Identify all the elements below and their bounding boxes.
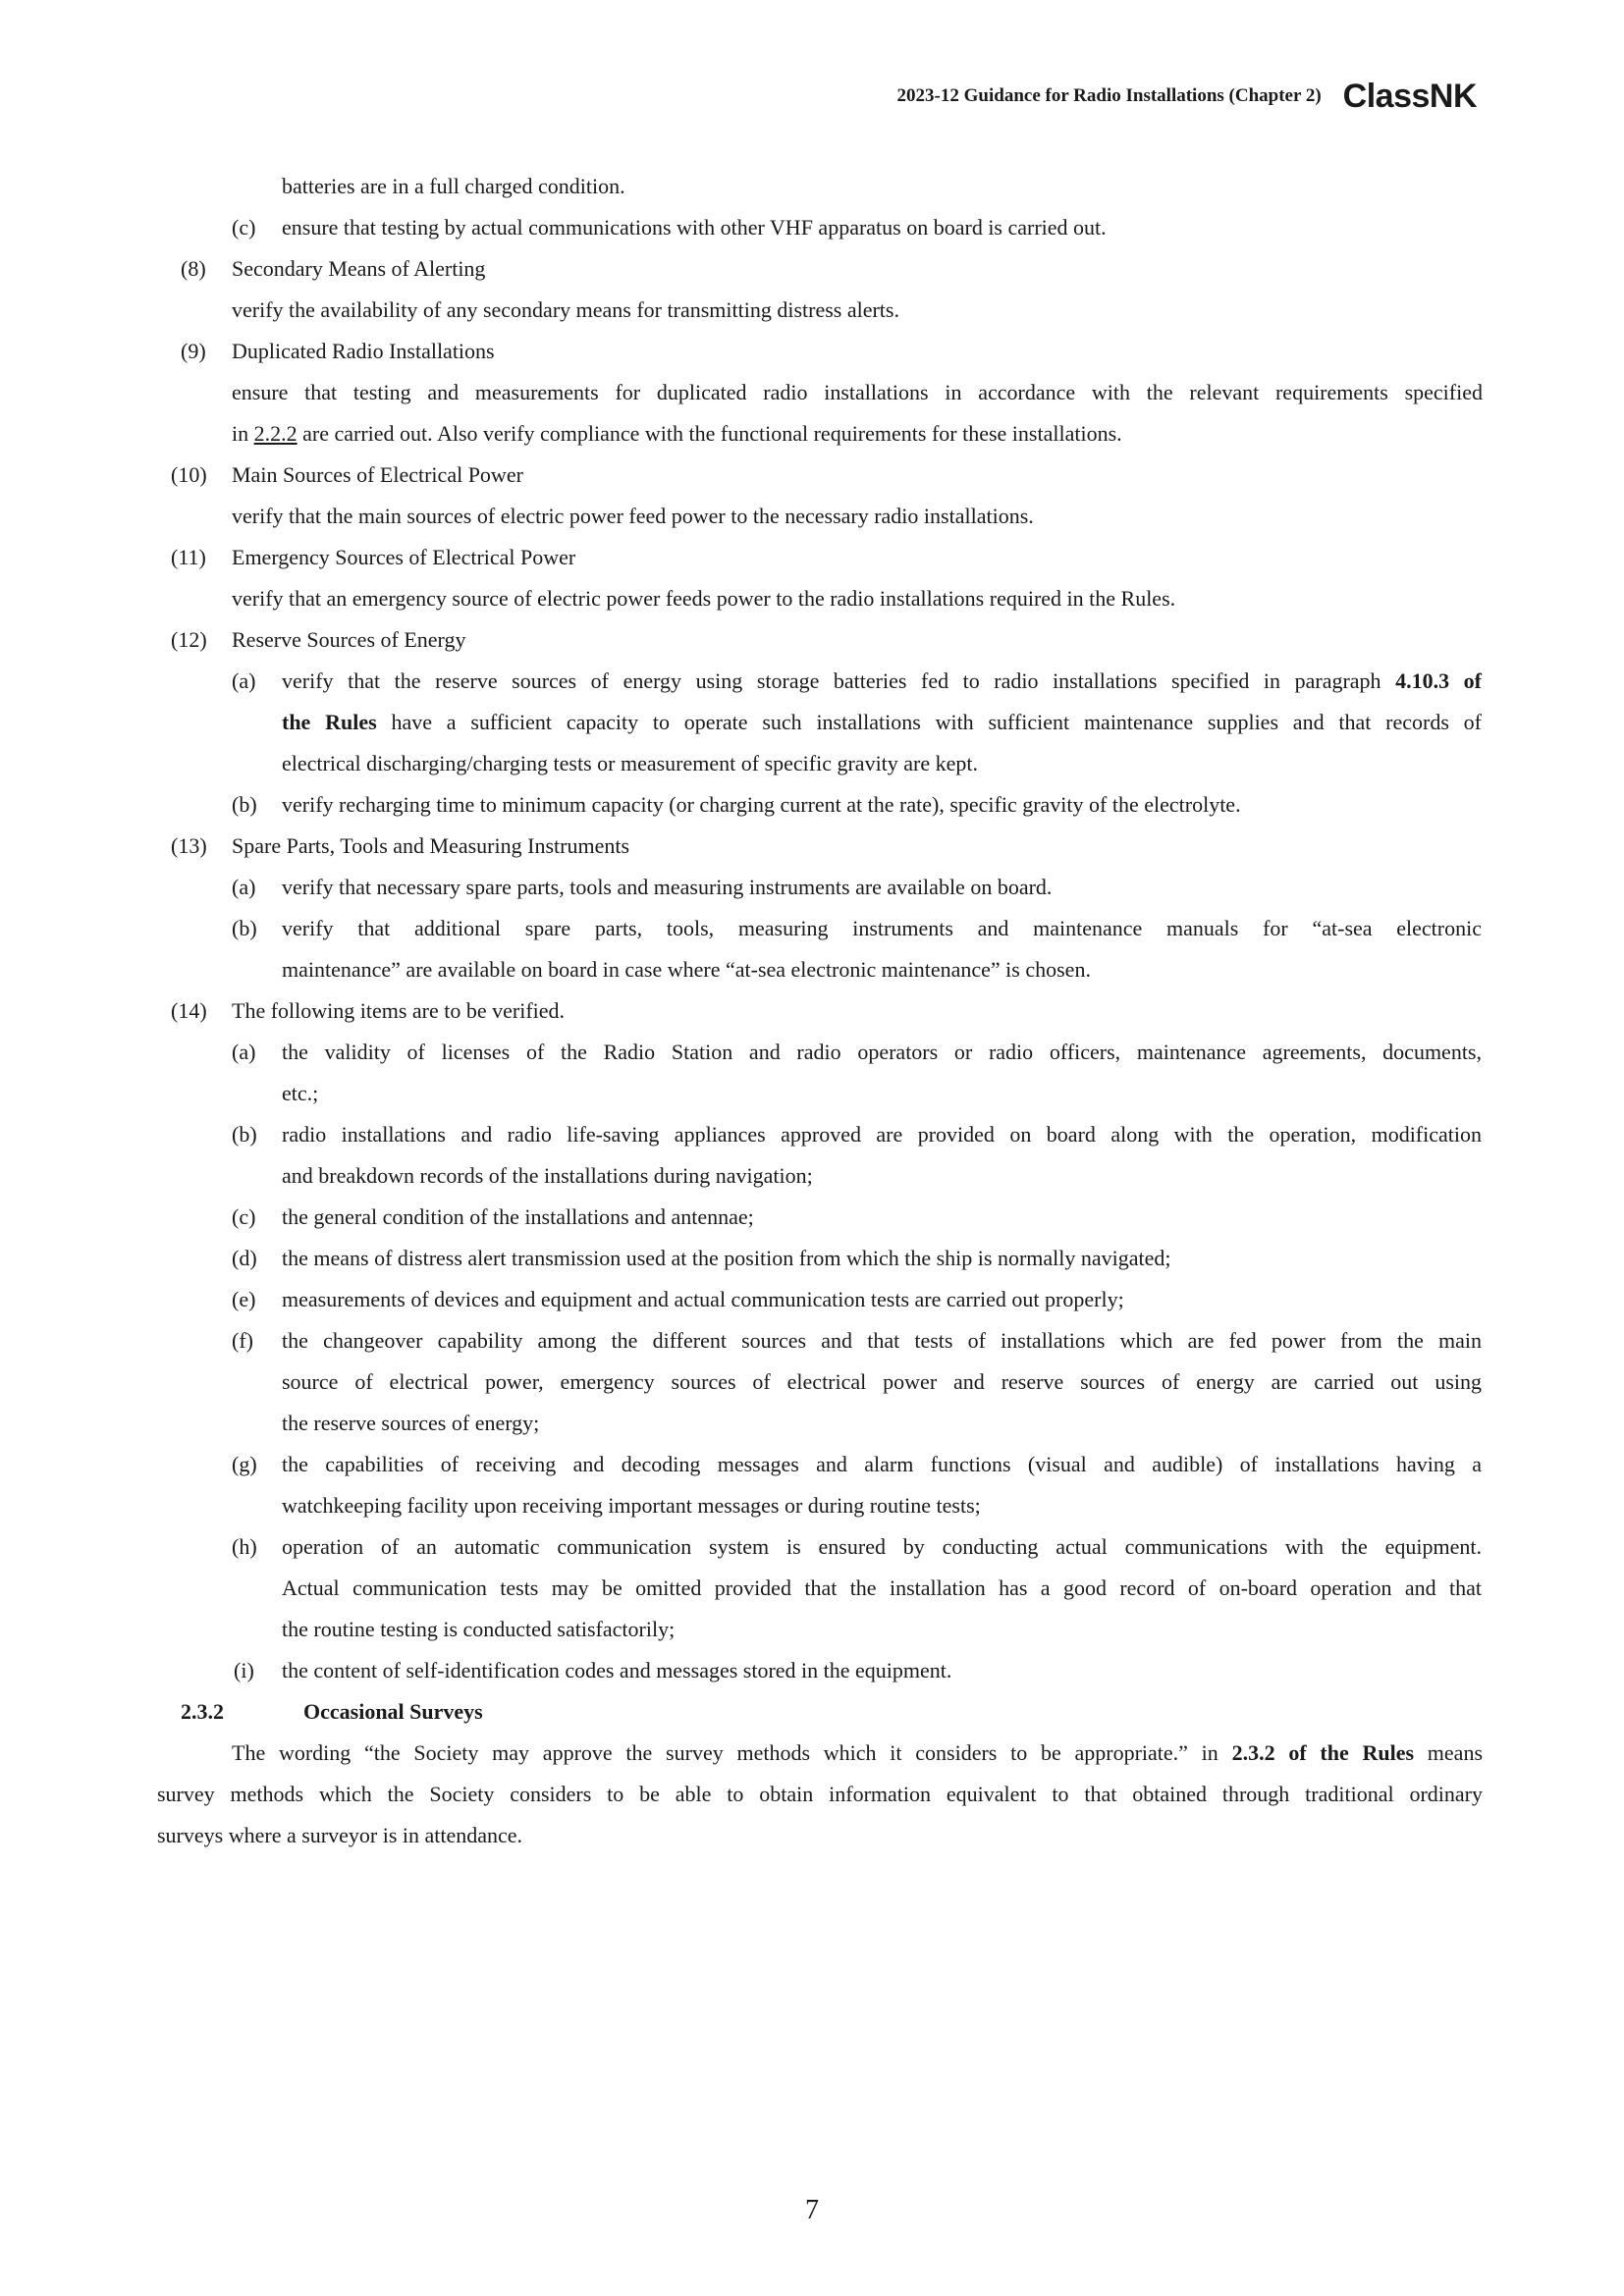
item-label: (10) [171, 462, 207, 487]
text-line: ensure that testing by actual communications with other VHF apparatus on board is carried out. [282, 215, 1107, 240]
text-line [282, 667, 1482, 696]
item-label: (f) [232, 1328, 253, 1353]
page-number: 7 [805, 2195, 819, 2225]
text-fragment: are carried out. Also verify compliance with the functional requirements for these installations. [297, 421, 1122, 446]
item-title: The following items are to be verified. [232, 998, 566, 1023]
item-label: (i) [234, 1658, 254, 1682]
text-line: verify that additional spare parts, tools, measuring instruments and maintenance manuals for “at-sea electronic [282, 916, 1482, 940]
text-line: the reserve sources of energy; [282, 1411, 540, 1435]
text-line: the routine testing is conducted satisfactorily; [282, 1617, 676, 1641]
text-fragment: The wording “the Society may approve the survey methods which it considers to be appropriate.” in [232, 1740, 1232, 1765]
text-line: verify that the main sources of electric power feed power to the necessary radio installations. [232, 504, 1034, 528]
text-fragment: verify that the reserve sources of energy using storage batteries fed to radio installations specified in paragraph [282, 668, 1396, 693]
item-label: (d) [232, 1246, 257, 1270]
item-label: (b) [232, 916, 257, 940]
text-line: the content of self-identification codes and messages stored in the equipment. [282, 1658, 952, 1682]
item-label: (11) [171, 545, 206, 569]
text-line: verify that an emergency source of electric power feeds power to the radio installations required in the Rules. [232, 586, 1176, 611]
item-title: Secondary Means of Alerting [232, 256, 486, 281]
text-line: electrical discharging/charging tests or measurement of specific gravity are kept. [282, 751, 979, 775]
text-fragment: have a sufficient capacity to operate such installations with sufficient maintenance supplies and that records of [376, 710, 1482, 734]
item-label: (g) [232, 1452, 257, 1476]
item-label: (a) [232, 1040, 256, 1064]
text-line [232, 1738, 1483, 1768]
item-label: (13) [171, 833, 207, 858]
text-line: verify that necessary spare parts, tools and measuring instruments are available on board. [282, 875, 1053, 899]
item-label: (c) [232, 1204, 256, 1229]
item-label: (b) [232, 792, 257, 817]
item-title: Emergency Sources of Electrical Power [232, 545, 576, 569]
item-label: (h) [232, 1534, 257, 1559]
text-line: survey methods which the Society considers to be able to obtain information equivalent to that obtained through traditional ordinary [157, 1782, 1483, 1806]
text-line: the changeover capability among the different sources and that tests of installations which are fed power from the main [282, 1328, 1482, 1353]
text-line: watchkeeping facility upon receiving important messages or during routine tests; [282, 1493, 981, 1518]
text-line: and breakdown records of the installations during navigation; [282, 1163, 813, 1188]
page-header [897, 77, 1477, 116]
classnk-logo: ClassNK [1342, 77, 1477, 115]
item-title: Duplicated Radio Installations [232, 339, 495, 363]
item-label: (a) [232, 668, 256, 693]
rule-reference: the Rules [282, 710, 377, 734]
text-fragment: in [232, 421, 254, 446]
section-number: 2.3.2 [181, 1699, 224, 1724]
rule-reference: 4.10.3 of [1395, 668, 1482, 693]
text-line: the means of distress alert transmission used at the position from which the ship is normally navigated; [282, 1246, 1171, 1270]
text-line: source of electrical power, emergency sources of electrical power and reserve sources of energy are carried out using [282, 1369, 1482, 1394]
item-title: Main Sources of Electrical Power [232, 462, 523, 487]
text-line: batteries are in a full charged condition. [282, 174, 625, 198]
text-line: the validity of licenses of the Radio Station and radio operators or radio officers, maintenance agreements, documents, [282, 1040, 1482, 1064]
item-label: (b) [232, 1122, 257, 1147]
text-line: maintenance” are available on board in case where “at-sea electronic maintenance” is chosen. [282, 957, 1091, 982]
text-line: surveys where a surveyor is in attendance. [157, 1823, 523, 1847]
text-line: verify recharging time to minimum capacity (or charging current at the rate), specific gravity of the electrolyte. [282, 792, 1241, 817]
text-line [282, 708, 1482, 737]
item-label: (8) [181, 256, 206, 281]
item-label: (e) [232, 1287, 256, 1311]
text-fragment: means [1414, 1740, 1484, 1765]
text-line: ensure that testing and measurements for duplicated radio installations in accordance with the relevant requirements specified [232, 380, 1483, 404]
text-line: Actual communication tests may be omitted provided that the installation has a good record of on-board operation and that [282, 1575, 1482, 1600]
rule-reference: 2.3.2 of the Rules [1231, 1740, 1415, 1765]
cross-reference-link[interactable]: 2.2.2 [253, 421, 298, 446]
section-title: Occasional Surveys [303, 1699, 483, 1724]
text-line [232, 419, 1122, 449]
header-title: 2023-12 Guidance for Radio Installations (Chapter 2) [896, 85, 1322, 106]
text-line: the capabilities of receiving and decoding messages and alarm functions (visual and audible) of installations having a [282, 1452, 1482, 1476]
text-line: measurements of devices and equipment and actual communication tests are carried out properly; [282, 1287, 1124, 1311]
item-label: (14) [171, 998, 207, 1023]
text-line: the general condition of the installations and antennae; [282, 1204, 754, 1229]
item-label: (c) [232, 215, 256, 240]
text-line: verify the availability of any secondary means for transmitting distress alerts. [232, 297, 899, 322]
item-label: (9) [181, 339, 206, 363]
text-line: radio installations and radio life-saving appliances approved are provided on board along with the operation, modification [282, 1122, 1482, 1147]
item-title: Reserve Sources of Energy [232, 627, 466, 652]
item-label: (12) [171, 627, 207, 652]
text-line: operation of an automatic communication system is ensured by conducting actual communications with the equipment. [282, 1534, 1482, 1559]
item-title: Spare Parts, Tools and Measuring Instruments [232, 833, 630, 858]
item-label: (a) [232, 875, 256, 899]
text-line: etc.; [282, 1081, 319, 1105]
